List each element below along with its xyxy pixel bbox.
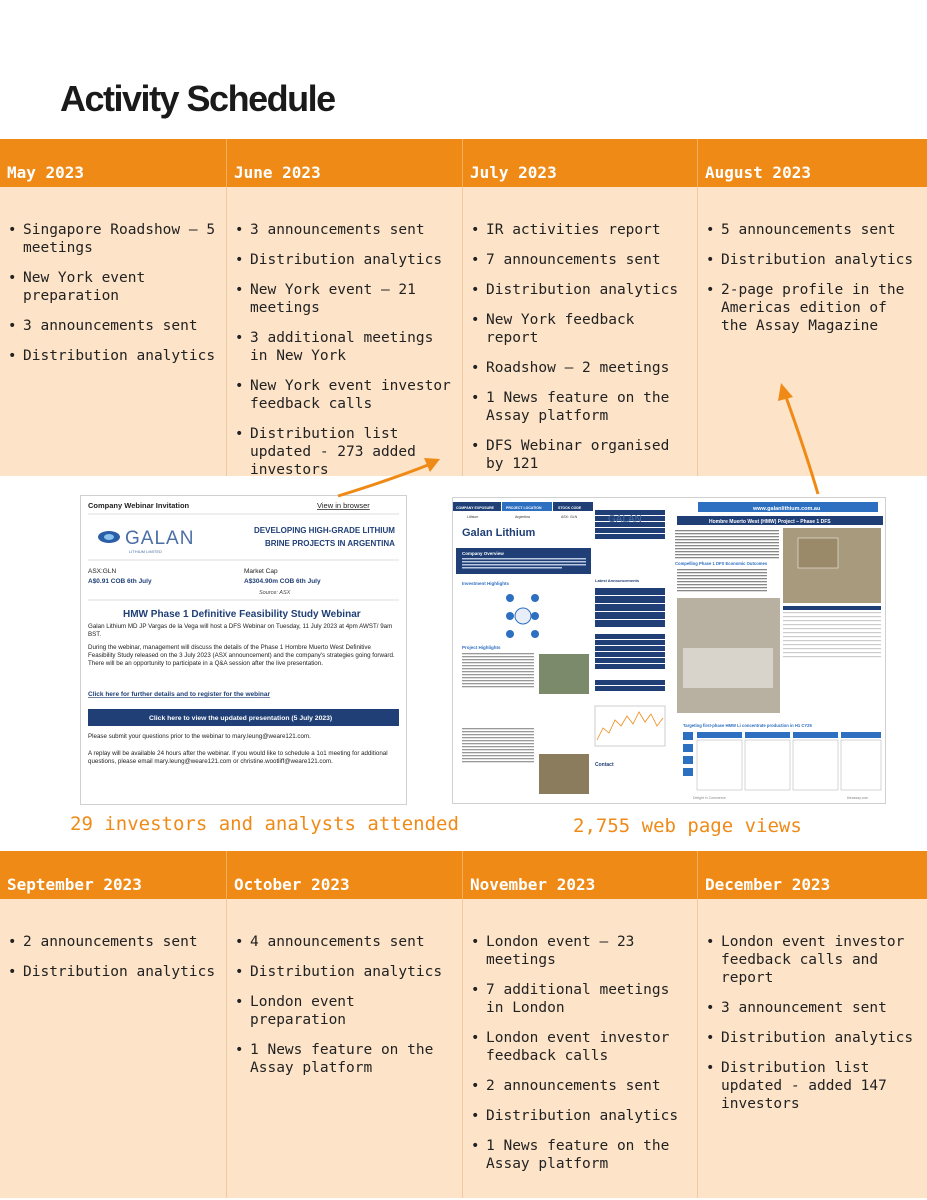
activity-item: • Distribution list updated - added 147 investors xyxy=(721,1059,919,1113)
activity-list xyxy=(698,221,927,335)
activity-list xyxy=(227,221,462,479)
assay-profile-image xyxy=(452,497,886,804)
profile-drivers-heading: Compelling Phase 1 DFS Economic Outcomes xyxy=(675,561,768,566)
webinar-caption: 29 investors and analysts attended xyxy=(70,813,459,835)
activity-cell xyxy=(698,899,927,1198)
activity-list xyxy=(698,933,927,1113)
activity-item: • 1 News feature on the Assay platform xyxy=(250,1041,454,1077)
activity-cell xyxy=(698,187,927,476)
profile-tab-1: COMPANY EXPOSURE xyxy=(456,506,494,510)
month-header: July 2023 xyxy=(463,139,698,187)
profile-logo-text: GALAN xyxy=(608,514,642,525)
activity-list xyxy=(227,933,462,1077)
profile-overview-heading: Company Overview xyxy=(462,551,504,556)
source: Source: ASX xyxy=(259,590,291,596)
activity-item: • New York event preparation xyxy=(23,269,218,305)
month-header: December 2023 xyxy=(705,875,831,894)
activity-item: • Distribution analytics xyxy=(23,963,218,981)
profile-val-2: Argentina xyxy=(515,515,530,519)
activity-item: • London event investor feedback calls and report xyxy=(721,933,919,987)
activity-cell xyxy=(0,187,227,476)
activity-item: • Distribution analytics xyxy=(250,251,454,269)
month-header: November 2023 xyxy=(463,851,698,899)
profile-project-title: Hombre Muerto West (HMW) Project – Phase 1 DFS xyxy=(709,519,831,525)
activity-item: • DFS Webinar organised by 121 xyxy=(486,437,689,473)
profile-tab-3: STOCK CODE xyxy=(558,506,582,510)
activity-item: • Distribution analytics xyxy=(23,347,218,365)
headline-2: BRINE PROJECTS IN ARGENTINA xyxy=(265,539,395,548)
galan-logo-icon xyxy=(98,528,194,554)
webinar-para-1: Galan Lithium MD JP Vargas de la Vega will host a DFS Webinar on Tuesday, 11 July 2023 at 4pm AWST/ 9am BST. xyxy=(88,623,393,638)
activity-item: • Distribution analytics xyxy=(486,281,689,299)
activity-item: • Distribution analytics xyxy=(721,251,919,269)
activity-item: • 1 News feature on the Assay platform xyxy=(486,1137,689,1173)
activity-item: • 2 announcements sent xyxy=(23,933,218,951)
activity-row xyxy=(0,899,927,1198)
market-cap-label: Market Cap xyxy=(244,568,278,575)
profile-val-3: ASX: GLN xyxy=(561,515,578,519)
profile-project-highlights-heading: Project Highlights xyxy=(462,645,501,650)
activity-item: • 2 announcements sent xyxy=(486,1077,689,1095)
activity-item: • 2-page profile in the Americas edition of the Assay Magazine xyxy=(721,281,919,335)
ticker: ASX:GLN xyxy=(88,568,117,575)
activity-item: • London event – 23 meetings xyxy=(486,933,689,969)
presentation-button-label: Click here to view the updated presentation (5 July 2023) xyxy=(149,715,333,722)
page-title: Activity Schedule xyxy=(60,78,335,119)
webinar-para-4: A replay will be available 24 hours after the webinar. If you would like to schedule a 1o1 meeting for additional questions, please email mary.leung@weare121.com or christine.wootliff@weare121.com. xyxy=(88,750,388,765)
activity-item: • Distribution list updated - 273 added investors xyxy=(250,425,454,479)
activity-cell xyxy=(227,899,463,1198)
month-header-row xyxy=(0,139,927,187)
profile-caption: 2,755 web page views xyxy=(573,815,802,837)
profile-contact-heading: Contact xyxy=(595,762,614,768)
schedule-table-bottom xyxy=(0,851,927,1198)
activity-item: • 3 announcement sent xyxy=(721,999,919,1017)
profile-highlights-heading: Investment Highlights xyxy=(462,581,510,586)
webinar-title: HMW Phase 1 Definitive Feasibility Study Webinar xyxy=(123,609,361,620)
profile-footer-right: theassay.com xyxy=(847,796,869,800)
activity-item: • 4 announcements sent xyxy=(250,933,454,951)
activity-item: • 1 News feature on the Assay platform xyxy=(486,389,689,425)
profile-announcements-heading: Latest Announcements xyxy=(595,578,640,583)
activity-item: • Distribution analytics xyxy=(721,1029,919,1047)
month-header: September 2023 xyxy=(0,851,227,899)
activity-item: • London event preparation xyxy=(250,993,454,1029)
profile-production-heading: Targeting first-phase HMW Li concentrate production in H1 CY25 xyxy=(683,723,812,728)
activity-item: • New York event investor feedback calls xyxy=(250,377,454,413)
webinar-invitation-graphic xyxy=(81,496,406,804)
month-header: May 2023 xyxy=(0,139,227,187)
activity-item: • 7 additional meetings in London xyxy=(486,981,689,1017)
activity-row xyxy=(0,187,927,476)
profile-tab-2: PROJECT LOCATION xyxy=(506,506,542,510)
activity-item: • 5 announcements sent xyxy=(721,221,919,239)
invite-header-left: Company Webinar Invitation xyxy=(88,501,190,510)
logo-sub: LITHIUM LIMITED xyxy=(129,549,162,554)
month-header-row xyxy=(0,851,927,899)
month-header: October 2023 xyxy=(227,851,463,899)
activity-item: • London event investor feedback calls xyxy=(486,1029,689,1065)
view-in-browser-link[interactable]: View in browser xyxy=(317,501,370,510)
profile-footer-left: Delight in Commerce xyxy=(693,796,726,800)
webinar-para-3: Please submit your questions prior to the webinar to mary.leung@weare121.com. xyxy=(88,733,311,740)
schedule-table-top xyxy=(0,139,927,476)
activity-item: • Distribution analytics xyxy=(486,1107,689,1125)
activity-list xyxy=(463,933,697,1173)
activity-item: • New York feedback report xyxy=(486,311,689,347)
activity-list xyxy=(0,221,226,365)
activity-item: • IR activities report xyxy=(486,221,689,239)
webinar-invitation-image xyxy=(80,495,407,805)
market-cap: A$304.90m COB 6th July xyxy=(244,578,321,585)
share-price: A$0.91 COB 6th July xyxy=(88,578,152,585)
headline-1: DEVELOPING HIGH-GRADE LITHIUM xyxy=(254,526,395,535)
activity-item: • Roadshow – 2 meetings xyxy=(486,359,689,377)
activity-item: • New York event – 21 meetings xyxy=(250,281,454,317)
activity-list xyxy=(0,933,226,981)
activity-cell xyxy=(227,187,463,476)
activity-list xyxy=(463,221,697,473)
assay-profile-graphic xyxy=(453,498,885,803)
activity-item: • 7 announcements sent xyxy=(486,251,689,269)
webinar-para-2: During the webinar, management will discuss the details of the Phase 1 Hombre Muerto West Definitive Feasibility Study released on the 3 July 2023 (ASX announcement) and the company's strategies going forward. There will be an opportunity to participate in a Q&A session after the live presentation. xyxy=(88,644,395,667)
activity-item: • 3 announcements sent xyxy=(23,317,218,335)
activity-item: • 3 announcements sent xyxy=(250,221,454,239)
activity-cell xyxy=(463,187,698,476)
activity-cell xyxy=(463,899,698,1198)
profile-website: www.galanlithium.com.au xyxy=(753,506,821,512)
activity-item: • Singapore Roadshow – 5 meetings xyxy=(23,221,218,257)
activity-item: • 3 additional meetings in New York xyxy=(250,329,454,365)
month-header: June 2023 xyxy=(227,139,463,187)
month-header: August 2023 xyxy=(705,163,811,182)
activity-cell xyxy=(0,899,227,1198)
activity-item: • Distribution analytics xyxy=(250,963,454,981)
logo-text: GALAN xyxy=(125,528,195,549)
profile-val-1: Lithium xyxy=(467,515,479,519)
profile-company: Galan Lithium xyxy=(462,527,536,539)
register-link[interactable]: Click here for further details and to register for the webinar xyxy=(88,691,271,698)
